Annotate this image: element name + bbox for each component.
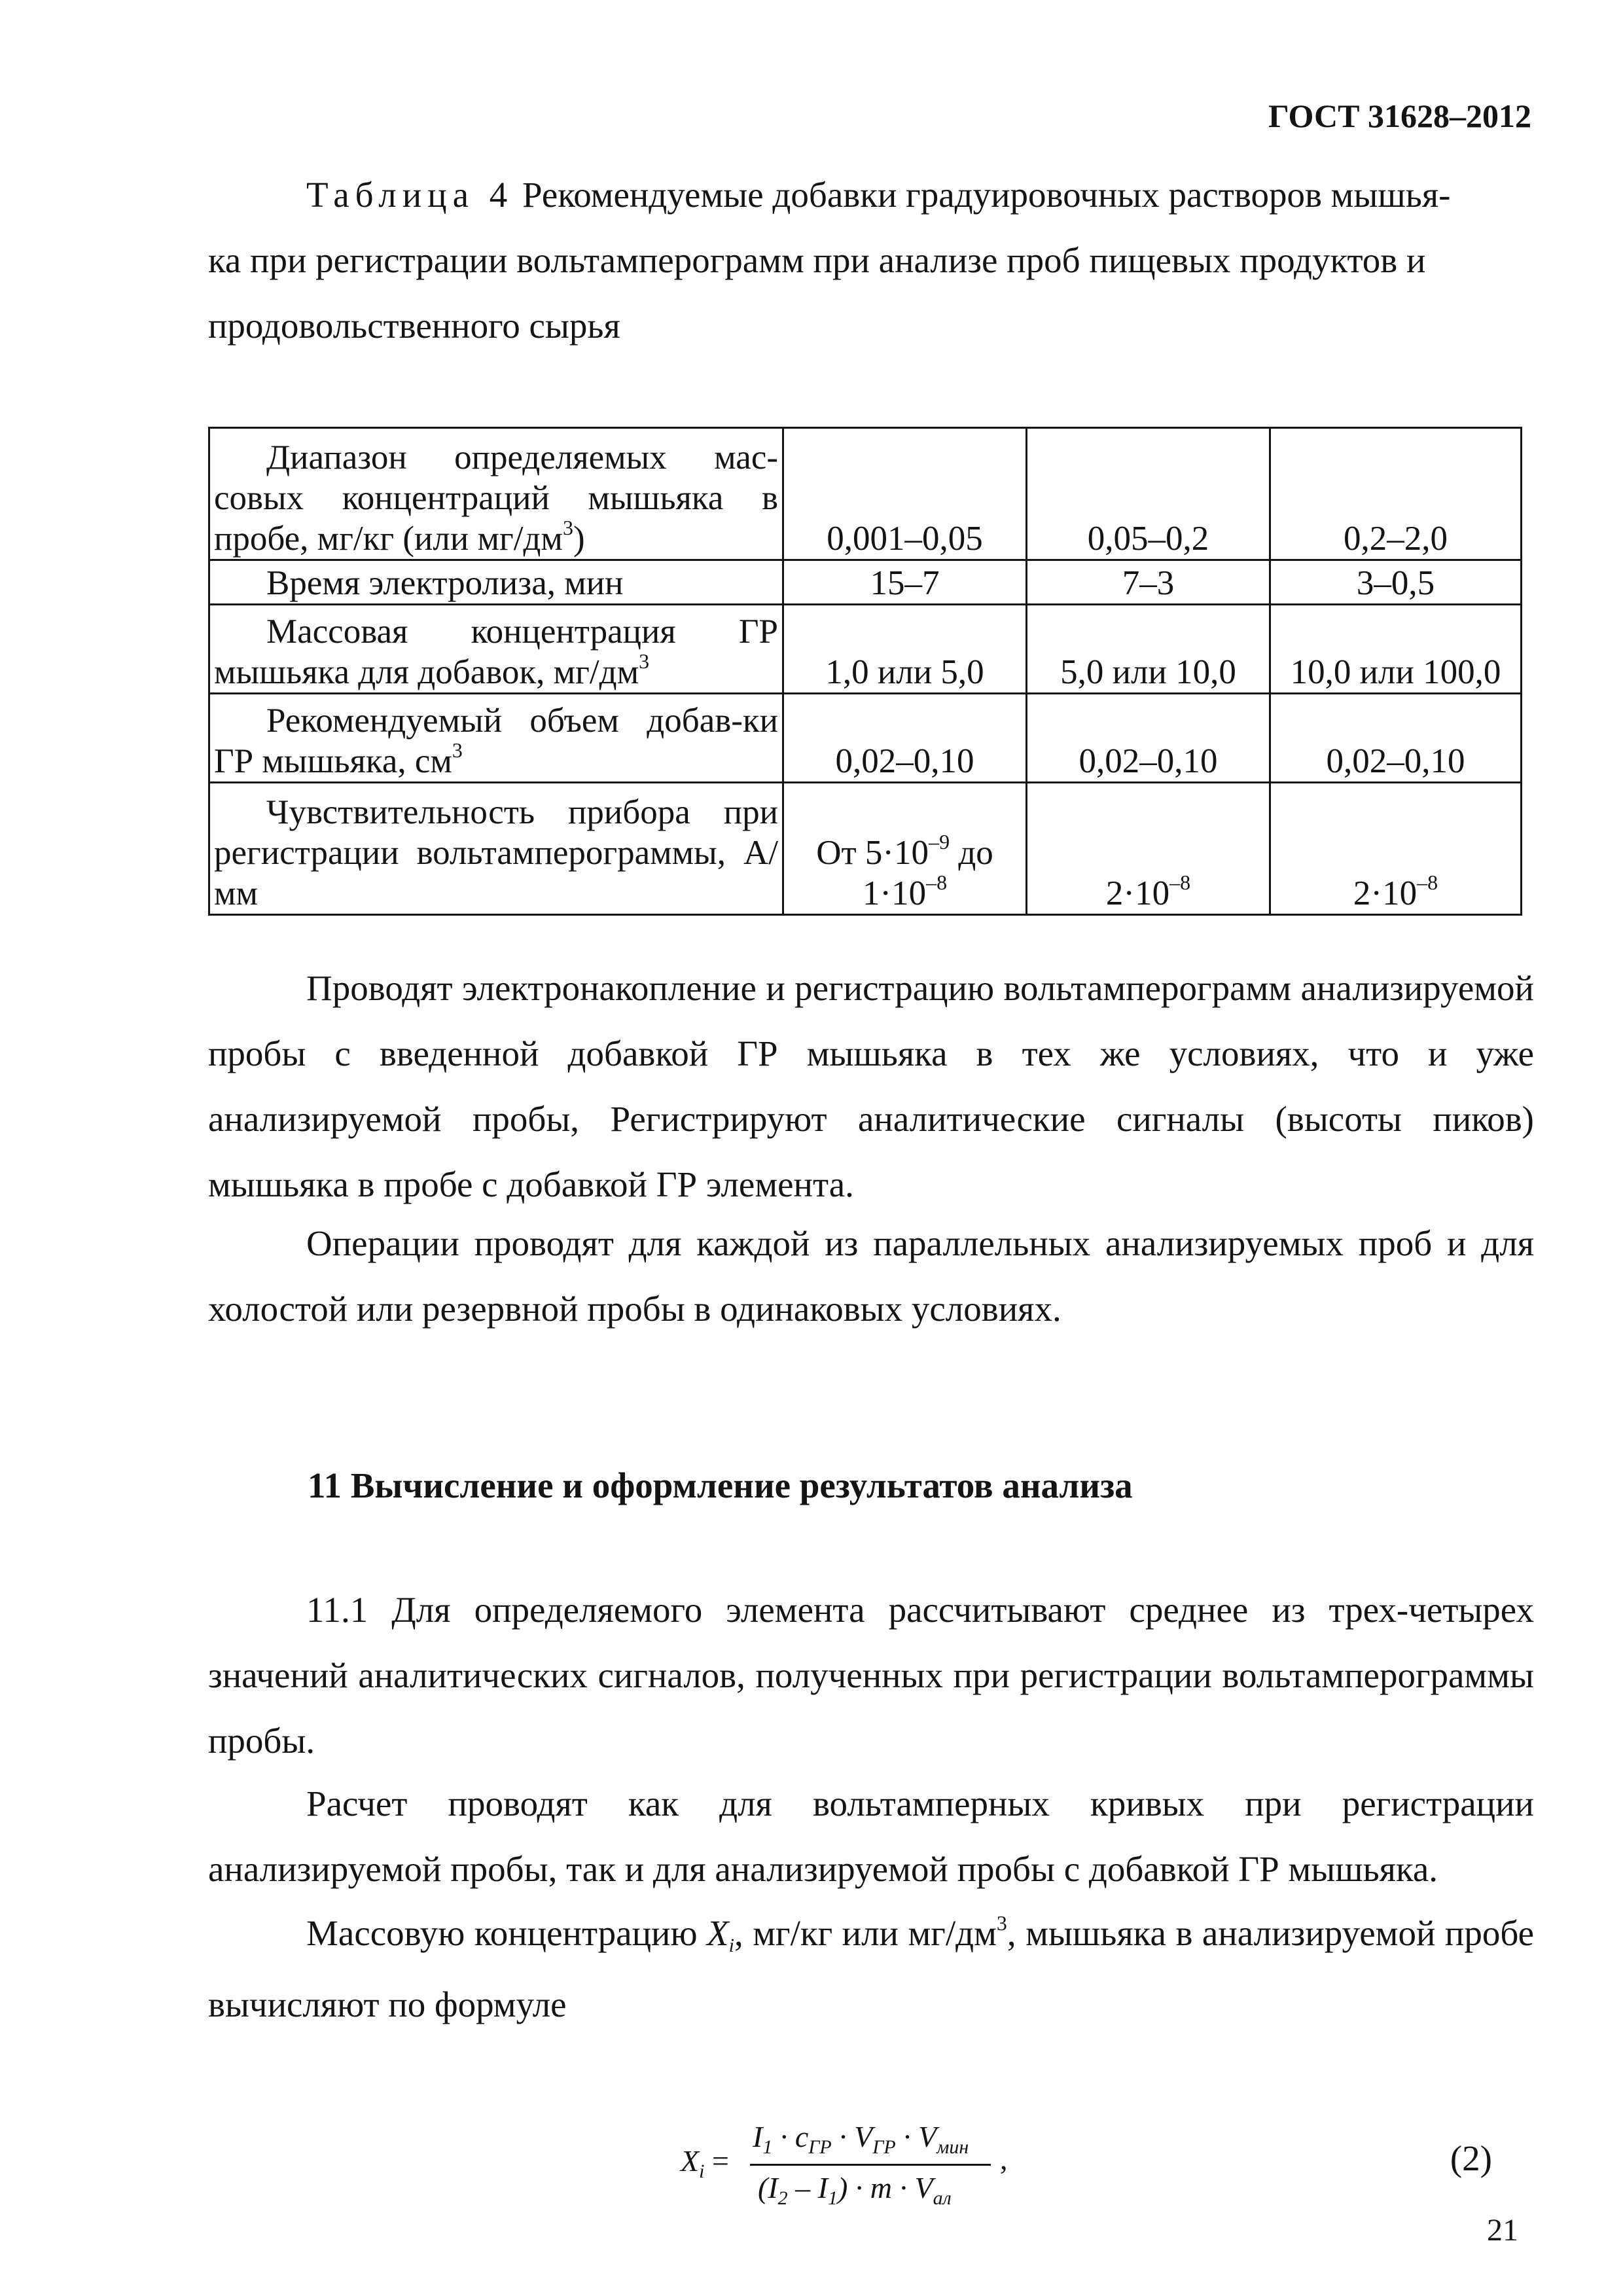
- row-label: Время электролиза, мин: [209, 560, 783, 605]
- formula-lhs: $X_i$ =: [681, 2144, 729, 2182]
- additives-table: [208, 427, 1522, 916]
- table-row: [209, 605, 1522, 694]
- table-caption-label: Таблица 4: [306, 175, 514, 215]
- row-label: Диапазон определяемых мас-совых концентраций мышьяка в пробе, мг/кг (или $мг/дм^3$): [209, 428, 783, 560]
- row-label: Чувствительность прибора при регистрации вольтамперограммы, А/мм: [209, 783, 783, 915]
- equation-number: (2): [1450, 2138, 1492, 2178]
- cell-value: 1,0 или 5,0: [783, 605, 1027, 694]
- cell-value: 0,02–0,10: [1270, 694, 1522, 783]
- table-caption: [208, 162, 1534, 228]
- document-id-header: ГОСТ 31628–2012: [1268, 98, 1531, 134]
- paragraph-mass-concentration: Массовую концентрацию Xi, мг/кг или $мг/дм^3$, мышьяка в анализируемой пробе вычисляют по формуле: [208, 1910, 1534, 2024]
- formula-comma: ,: [1000, 2142, 1008, 2176]
- table-caption-line3: продовольственного сырья: [208, 306, 620, 346]
- paragraph-electroaccumulation: Проводят электронакопление и регистрацию вольтамперограмм анализируемой пробы с введенной добавкой ГР мышьяка в тех же условиях, что и уже анализируемой пробы, Регистрируют аналитические сигналы (высоты пиков) мышьяка в пробе с добавкой ГР элемента.: [208, 968, 1534, 1204]
- cell-value: 0,02–0,10: [783, 694, 1027, 783]
- section-title: 11 Вычисление и оформление результатов анализа: [308, 1465, 1133, 1505]
- page-number: 21: [1487, 2213, 1518, 2248]
- paragraph-calculation: Расчет проводят как для вольтамперных кривых при регистрации анализируемой пробы, так и для анализируемой пробы с добавкой ГР мышьяка.: [208, 1784, 1534, 1889]
- cell-value: 0,001–0,05: [783, 428, 1027, 560]
- row-label: Массовая концентрация ГР мышьяка для добавок, $мг/дм^3$: [209, 605, 783, 694]
- paragraph-operations: Операции проводят для каждой из параллельных анализируемых проб и для холостой или резервной пробы в одинаковых условиях.: [208, 1223, 1534, 1329]
- table-caption-line2: ка при регистрации вольтамперограмм при анализе проб пищевых продуктов и: [208, 240, 1426, 280]
- cell-value: 10,0 или 100,0: [1270, 605, 1522, 694]
- cell-value: От $5\cdot 10^{-9}$ до $1\cdot 10^{-8}$: [783, 783, 1027, 915]
- cell-value: 0,05–0,2: [1027, 428, 1270, 560]
- formula-numerator: $I_1 \cdot c_{ГР} \cdot V_{ГР} \cdot V_{мин}$: [753, 2120, 969, 2158]
- cell-value: 7–3: [1027, 560, 1270, 605]
- table-row: [209, 428, 1522, 560]
- fraction-bar: [750, 2164, 991, 2166]
- cell-value: $2\cdot 10^{-8}$: [1027, 783, 1270, 915]
- formula-denominator: $(I_2 - I_1) \cdot m \cdot V_{ал}$: [758, 2171, 952, 2209]
- table-row: [209, 783, 1522, 915]
- cell-value: 0,02–0,10: [1027, 694, 1270, 783]
- row-label: Рекомендуемый объем добав-ки ГР мышьяка, $см^3$: [209, 694, 783, 783]
- cell-value: 3–0,5: [1270, 560, 1522, 605]
- cell-value: 0,2–2,0: [1270, 428, 1522, 560]
- cell-value: 15–7: [783, 560, 1027, 605]
- table-row: [209, 560, 1522, 605]
- table-row: [209, 694, 1522, 783]
- cell-value: 5,0 или 10,0: [1027, 605, 1270, 694]
- cell-value: $2\cdot 10^{-8}$: [1270, 783, 1522, 915]
- table-caption-line1: Рекомендуемые добавки градуировочных растворов мышья-: [522, 175, 1451, 215]
- paragraph-11-1: 11.1 Для определяемого элемента рассчитывают среднее из трех-четырех значений аналитических сигналов, полученных при регистрации вольтамперограммы пробы.: [208, 1590, 1534, 1761]
